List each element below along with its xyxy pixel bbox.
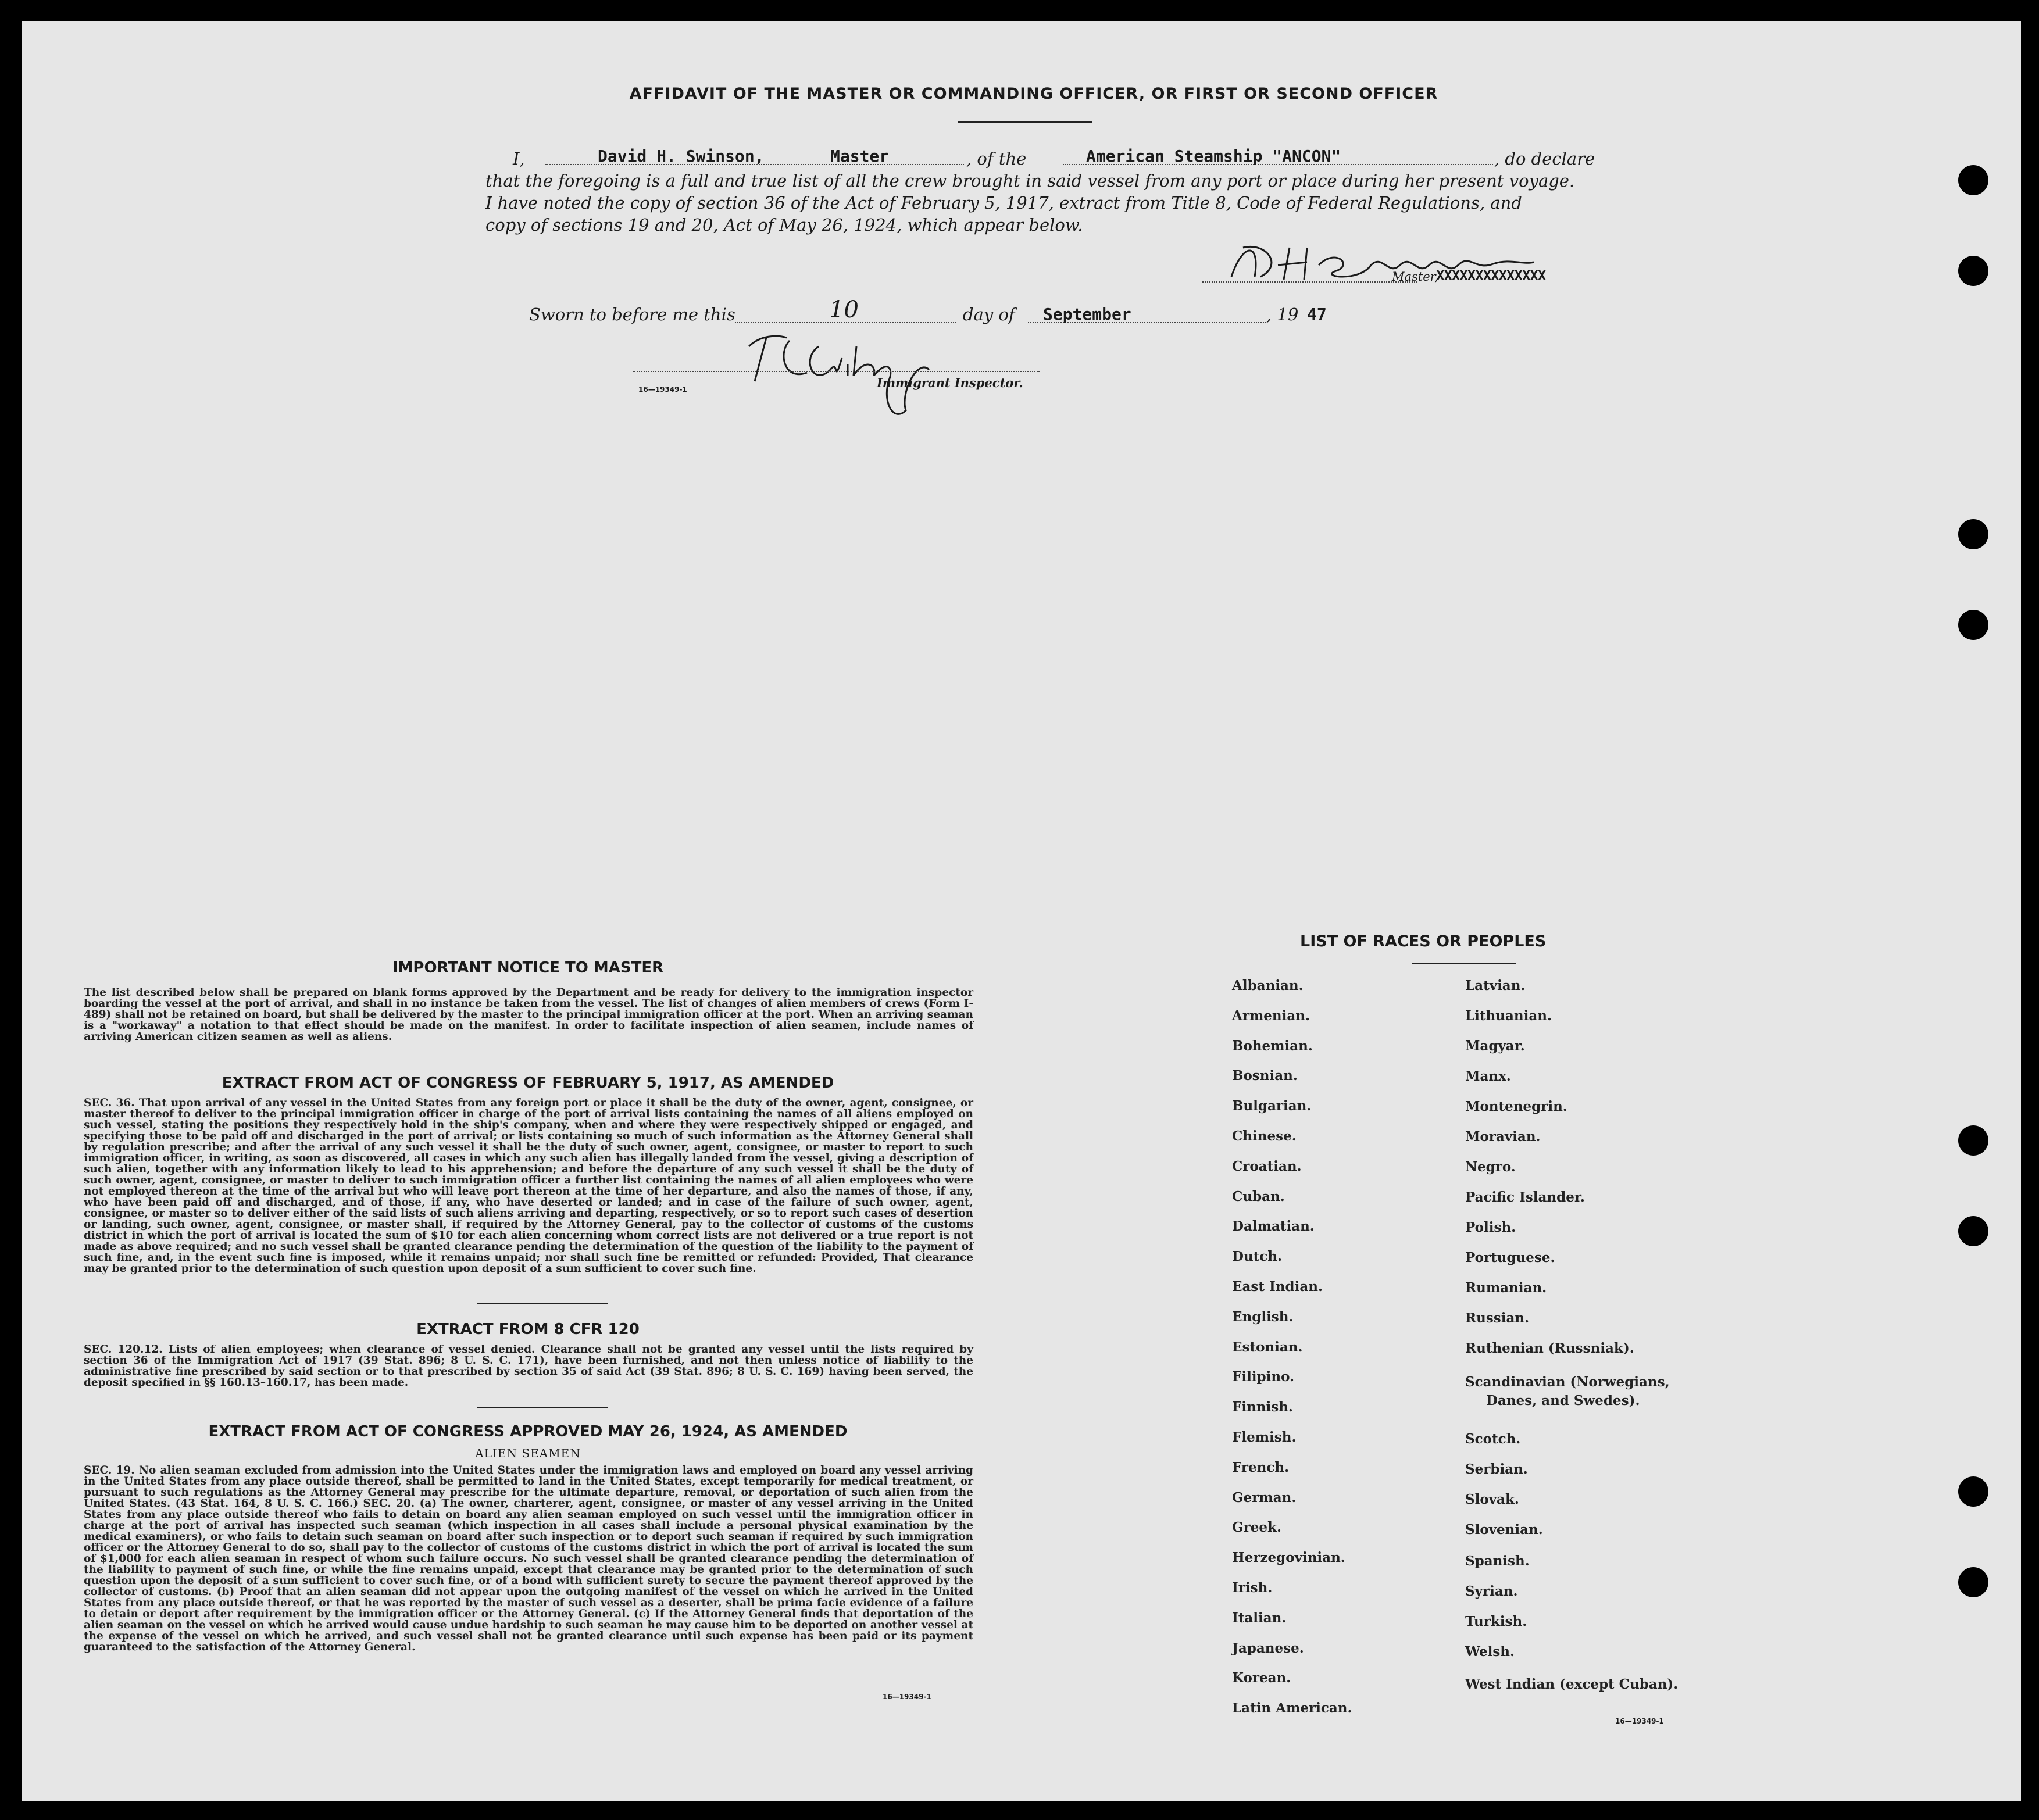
race-item: Bulgarian. <box>1232 1098 1312 1114</box>
do-declare-label: , do declare <box>1494 149 1595 169</box>
races-title: LIST OF RACES OR PEOPLES <box>1300 932 1547 950</box>
binder-hole <box>1958 165 1988 195</box>
race-item: Rumanian. <box>1465 1280 1547 1296</box>
binder-hole <box>1958 256 1988 286</box>
inspector-blank <box>633 371 1040 372</box>
race-item: Estonian. <box>1232 1339 1303 1355</box>
race-item: Chinese. <box>1232 1128 1297 1144</box>
day-of-label: day of <box>963 305 1015 324</box>
extract3-subtitle: ALIEN SEAMEN <box>475 1446 581 1460</box>
race-item: Latvian. <box>1465 978 1526 993</box>
extract1-text: SEC. 36. That upon arrival of any vessel in the United States from any foreign port or place it shall be the duty of the owner, agent, consignee, or master thereof to deliver to the principal immigration officer in charge of the port of arrival lists containing the names of all aliens employed on such vessel, stating the positions they respectively hold in the ship's company, when and where they were respectively shipped or engaged, and specifying those to be paid off and discharged in the port of arrival; or lists containing so much of such information as the Attorney General shall by regulation prescribe; and after the arrival of any such vessel it shall be the duty of such owner, agent, consignee, or master to report to such immigration officer, in writing, as soon as discovered, all cases in which any such alien has illegally landed from the vessel, giving a description of such alien, together with any information likely to lead to his apprehension; and before the departure of any such vessel it shall be the duty of such owner, agent, consignee, or master to deliver to such immigration officer a further list containing the names of all alien employees who were not employed thereon at the time of the arrival but who will leave port thereon at the time of her departure, and also the names of those, if any, who have been paid off and discharged, and of those, if any, who have deserted or landed; and in case of the failure of such owner, agent, consignee, or master so to deliver either of the said lists of such aliens arriving and departing, respectively, or so to report such cases of desertion or landing, such owner, agent, consignee, or master shall, if required by the Attorney General, pay to the collector of customs of the customs district in which the port of arrival is located the sum of $10 for each alien concerning whom correct lists are not delivered or a true report is not made as above required; and no such vessel shall be granted clearance pending the determination of the question of the liability to the payment of such fine, and, in the event such fine is imposed, while it remains unpaid; nor shall such fine be remitted or refunded: Provided, That clearance may be granted prior to the determination of such question upon deposit of a sum sufficient to cover such fine. <box>84 1097 973 1275</box>
extract2-text: SEC. 120.12. Lists of alien employees; when clearance of vessel denied. Clearance shall not be granted any vessel until the lists required by section 36 of the Immigration Act of 1917 (39 Stat. 896; 8 U. S. C. 171), have been furnished, and not then unless notice of liability to the administrative fine prescribed by said section or to that prescribed by section 35 of said Act (39 Stat. 896; 8 U. S. C. 169) having been served, the deposit specified in §§ 160.13–160.17, has been made. <box>84 1343 973 1389</box>
races-form-number: 16—19349-1 <box>1615 1717 1664 1725</box>
race-item: Pacific Islander. <box>1465 1189 1585 1205</box>
race-item: Dalmatian. <box>1232 1218 1315 1235</box>
race-item: Danes, and Swedes). <box>1486 1393 1640 1408</box>
master-name: David H. Swinson, <box>598 146 765 166</box>
race-item: Montenegrin. <box>1465 1099 1567 1114</box>
race-item: Welsh. <box>1465 1644 1515 1660</box>
binder-hole <box>1958 1216 1988 1246</box>
race-item: Negro. <box>1465 1159 1516 1175</box>
race-item: Cuban. <box>1232 1188 1285 1204</box>
master-rank: Master <box>830 146 890 166</box>
affidavit-title: AFFIDAVIT OF THE MASTER OR COMMANDING OFFICER, OR FIRST OR SECOND OFFICER <box>629 85 1438 103</box>
race-item: Greek. <box>1232 1519 1281 1536</box>
race-item: Syrian. <box>1465 1583 1518 1599</box>
race-item: Armenian. <box>1232 1007 1310 1024</box>
race-item: Finnish. <box>1232 1399 1293 1415</box>
divider <box>477 1303 608 1304</box>
race-item: Scandinavian (Norwegians, <box>1465 1374 1670 1390</box>
race-item: Flemish. <box>1232 1429 1297 1445</box>
notice-title: IMPORTANT NOTICE TO MASTER <box>392 959 664 977</box>
race-item: Italian. <box>1232 1610 1287 1626</box>
race-item: Latin American. <box>1232 1700 1352 1717</box>
race-item: Polish. <box>1465 1220 1516 1235</box>
race-item: Slovak. <box>1465 1492 1519 1507</box>
race-item: West Indian (except Cuban). <box>1465 1676 1679 1692</box>
race-item: Spanish. <box>1465 1553 1530 1569</box>
race-item: Serbian. <box>1465 1461 1528 1477</box>
race-item: Korean. <box>1232 1670 1291 1686</box>
sworn-label: Sworn to before me this <box>529 305 735 324</box>
race-item: English. <box>1232 1308 1294 1325</box>
race-item: Dutch. <box>1232 1249 1283 1265</box>
race-item: Scotch. <box>1465 1431 1521 1447</box>
race-item: Manx. <box>1465 1068 1511 1084</box>
race-item: Albanian. <box>1232 978 1304 993</box>
race-item: Japanese. <box>1232 1640 1304 1656</box>
binder-hole <box>1958 1567 1988 1597</box>
binder-hole <box>1958 519 1988 549</box>
struck-title: XXXXXXXXXXXXXX <box>1436 267 1546 284</box>
race-item: Slovenian. <box>1465 1522 1543 1537</box>
day-number: 10 <box>829 296 859 323</box>
declaration-line-2: that the foregoing is a full and true list of all the crew brought in said vessel from any port or place during her present voyage. <box>485 171 1575 191</box>
declaration-line-3: I have noted the copy of section 36 of the Act of February 5, 1917, extract from Title 8, Code of Federal Regulations, and <box>485 193 1522 213</box>
divider <box>958 121 1092 123</box>
race-item: Turkish. <box>1465 1614 1527 1629</box>
declaration-line-4: copy of sections 19 and 20, Act of May 26, 1924, which appear below. <box>485 215 1083 235</box>
month: September <box>1043 305 1131 324</box>
race-item: Moravian. <box>1465 1129 1541 1145</box>
binder-hole <box>1958 1125 1988 1156</box>
of-the-label: , of the <box>966 149 1027 169</box>
extract3-text: SEC. 19. No alien seaman excluded from admission into the United States under the immigration laws and employed on board any vessel arriving in the United States from any place outside thereof, shall be permitted to land in the United States, except temporarily for medical treatment, or pursuant to such regulations as the Attorney General may prescribe for the ultimate departure, removal, or deportation of such alien from the United States. (43 Stat. 164, 8 U. S. C. 166.) SEC. 20. (a) The owner, charterer, agent, consignee, or master of any vessel arriving in the United States from any place outside thereof who fails to detain on board any alien seaman employed on such vessel until the immigration officer in charge at the port of arrival has inspected such seaman (which inspection in all cases shall include a personal physical examination by the medical examiners), or who fails to detain such seaman on board after such inspection or to deport such seaman if required by such immigration officer or the Attorney General to do so, shall pay to the collector of customs of the customs district in which the port of arrival is located the sum of $1,000 for each alien seaman in respect of whom such failure occurs. No such vessel shall be granted clearance pending the determination of the liability to payment of such fine, or while the fine remains unpaid, except that clearance may be granted prior to the determination of such question upon the deposit of a sum sufficient to cover such fine, or of a bond with sufficient surety to secure the payment thereof approved by the collector of customs. (b) Proof that an alien seaman did not appear upon the outgoing manifest of the vessel on which he arrived in the United States from any place outside thereof, or that he was reported by the master of such vessel as a deserter, shall be prima facie evidence of a failure to detain or deport after requirement by the immigration officer or the Attorney General. (c) If the Attorney General finds that deportation of the alien seaman on the vessel on which he arrived would cause undue hardship to such seaman he may cause him to be deported on another vessel at the expense of the vessel on which he arrived, and such vessel shall not be granted clearance until such expense has been paid or its payment guaranteed to the satisfaction of the Attorney General. <box>84 1464 973 1653</box>
signature-blank <box>1202 281 1417 283</box>
inspector-label: Immigrant Inspector. <box>877 376 1023 390</box>
declaration-i: I, <box>513 149 525 169</box>
race-item: French. <box>1232 1459 1290 1475</box>
document-page <box>22 21 2021 1801</box>
year: 47 <box>1307 305 1327 324</box>
divider <box>1412 963 1516 964</box>
race-item: Ruthenian (Russniak). <box>1465 1340 1634 1356</box>
extract-form-number: 16—19349-1 <box>883 1693 931 1701</box>
divider <box>477 1407 608 1408</box>
race-item: Magyar. <box>1465 1038 1525 1054</box>
extract3-title: EXTRACT FROM ACT OF CONGRESS APPROVED MAY 26, 1924, AS AMENDED <box>208 1423 848 1440</box>
notice-text: The list described below shall be prepared on blank forms approved by the Department and be ready for delivery to the immigration inspector boarding the vessel at the port of arrival, and shall in no instance be taken from the vessel. The list of changes of alien members of crews (Form I-489) shall not be retained on board, but shall be delivered by the master to the principal immigration officer at the port. When an arriving seaman is a "workaway" a notation to that effect should be made on the manifest. In order to facilitate inspection of alien seamen, include names of arriving American citizen seamen as well as aliens. <box>84 986 973 1043</box>
binder-hole <box>1958 1476 1988 1507</box>
master-label: Master, <box>1392 270 1439 284</box>
race-item: Portuguese. <box>1465 1250 1555 1265</box>
race-item: Russian. <box>1465 1310 1530 1326</box>
form-number: 16—19349-1 <box>638 385 687 394</box>
race-item: Croatian. <box>1232 1158 1302 1174</box>
race-item: Bosnian. <box>1232 1068 1298 1084</box>
extract2-title: EXTRACT FROM 8 CFR 120 <box>416 1321 640 1338</box>
year-prefix: , 19 <box>1266 305 1299 324</box>
race-item: German. <box>1232 1489 1297 1506</box>
race-item: Lithuanian. <box>1465 1008 1552 1024</box>
master-signature <box>1220 230 1545 294</box>
race-item: East Indian. <box>1232 1279 1323 1295</box>
race-item: Irish. <box>1232 1580 1273 1596</box>
extract1-title: EXTRACT FROM ACT OF CONGRESS OF FEBRUARY 5, 1917, AS AMENDED <box>222 1074 834 1092</box>
race-item: Herzegovinian. <box>1232 1550 1345 1566</box>
binder-hole <box>1958 610 1988 640</box>
vessel-name: American Steamship "ANCON" <box>1086 146 1341 166</box>
race-item: Bohemian. <box>1232 1038 1313 1054</box>
race-item: Filipino. <box>1232 1369 1295 1385</box>
